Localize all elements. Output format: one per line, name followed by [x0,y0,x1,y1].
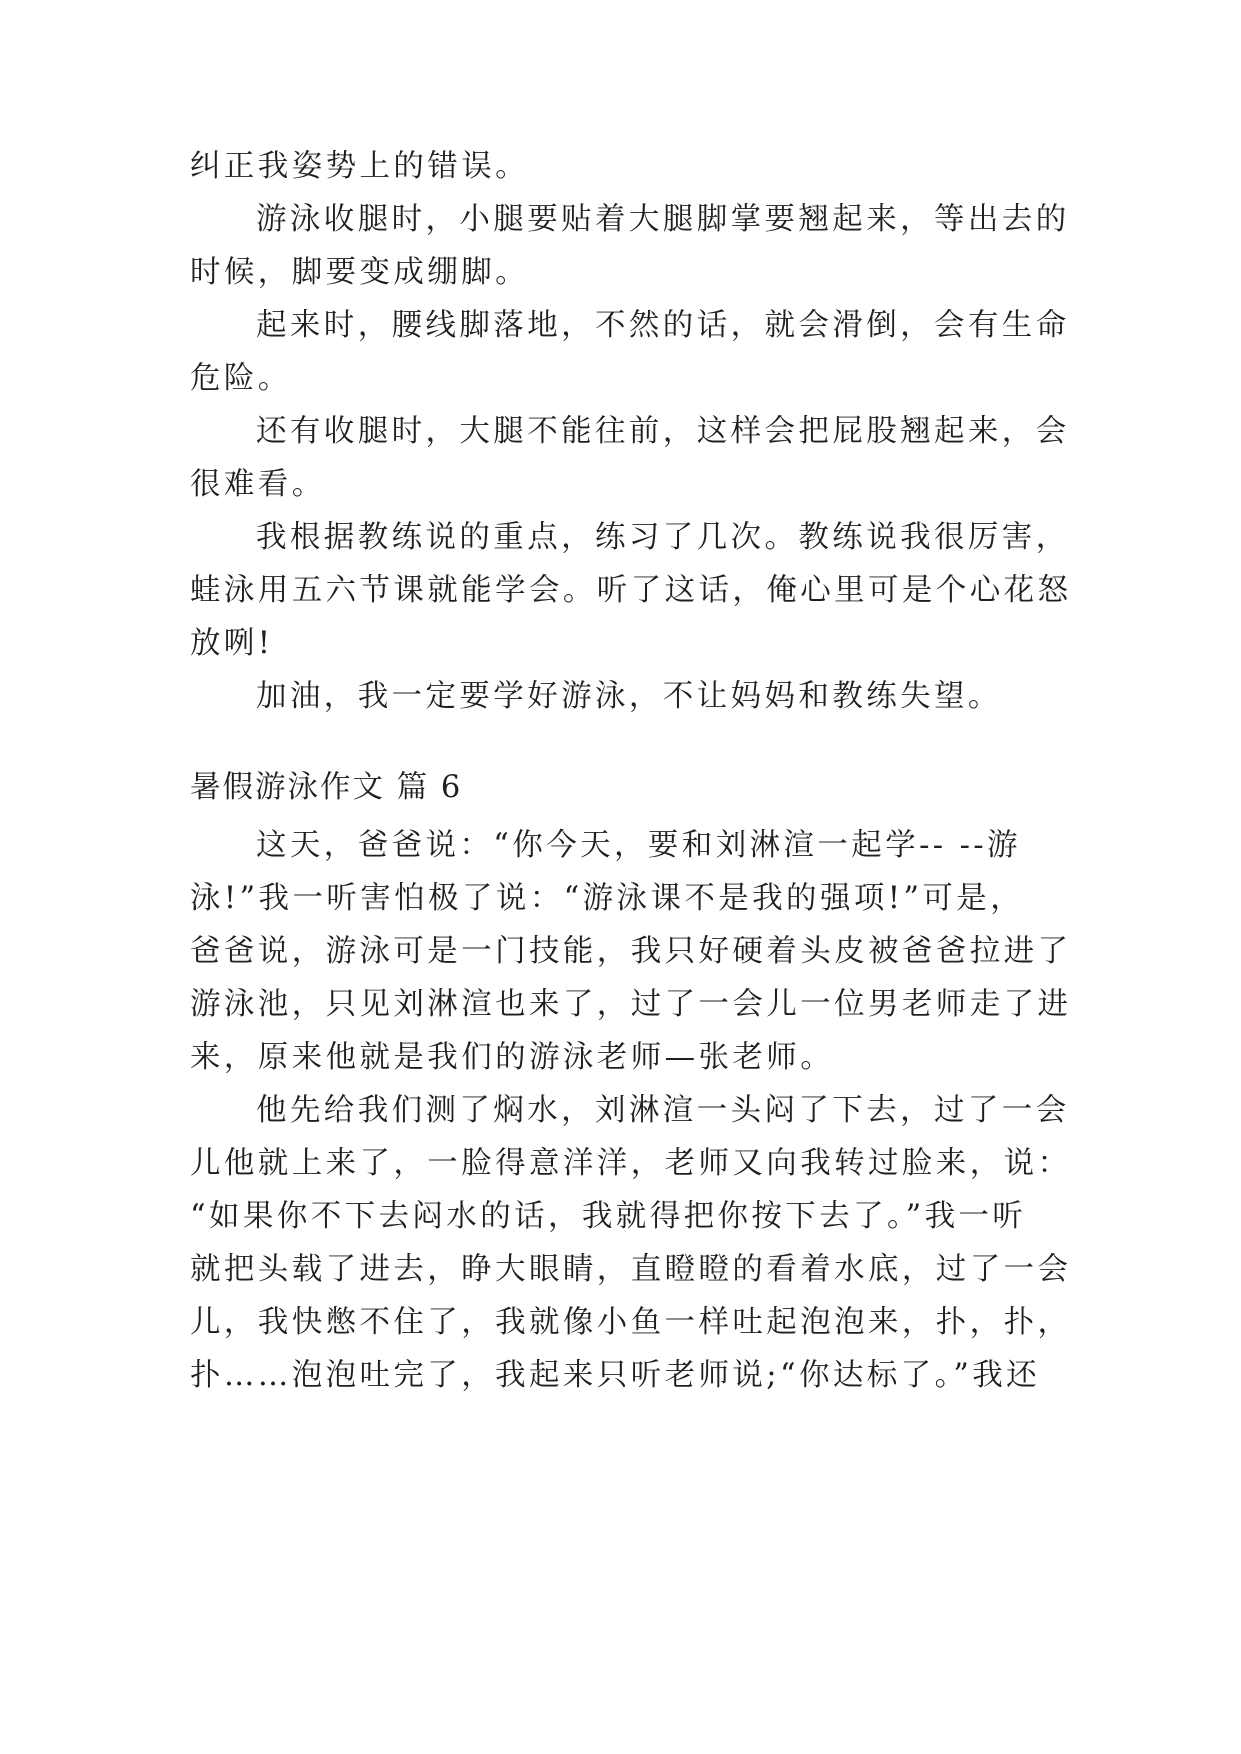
section-title: 暑假游泳作文 篇 6 [190,770,463,805]
text-line: 爸爸说，游泳可是一门技能，我只好硬着头皮被爸爸拉进了 [190,934,1072,969]
text-line: 儿他就上来了，一脸得意洋洋，老师又向我转过脸来，说： [190,1146,1072,1181]
paragraph-start-line: 这天，爸爸说：“你今天，要和刘淋渲一起学-- --游 [256,828,1021,863]
text-line: 放咧! [190,626,274,661]
text-line: 蛙泳用五六节课就能学会。听了这话，俺心里可是个心花怒 [190,573,1072,608]
paragraph-start-line: 还有收腿时，大腿不能往前，这样会把屁股翘起来，会 [256,414,1070,449]
paragraph-start-line: 我根据教练说的重点，练习了几次。教练说我很厉害， [256,520,1070,555]
text-line: 游泳池，只见刘淋渲也来了，过了一会儿一位男老师走了进 [190,987,1072,1022]
paragraph-start-line: 他先给我们测了焖水，刘淋渲一头闷了下去，过了一会 [256,1093,1070,1128]
paragraph-start-line: 游泳收腿时，小腿要贴着大腿脚掌要翘起来，等出去的 [256,202,1070,237]
text-line: “如果你不下去闷水的话，我就得把你按下去了。”我一听 [190,1199,1027,1234]
text-line: 很难看。 [190,467,326,502]
paragraph-start-line: 加油，我一定要学好游泳，不让妈妈和教练失望。 [256,679,1002,714]
text-line: 泳!”我一听害怕极了说：“游泳课不是我的强项!”可是， [190,881,1025,916]
text-line: 危险。 [190,361,292,396]
text-line: 来，原来他就是我们的游泳老师—张老师。 [190,1040,835,1075]
text-line: 就把头载了进去，睁大眼睛，直瞪瞪的看着水底，过了一会 [190,1252,1072,1287]
text-line: 儿，我快憋不住了，我就像小鱼一样吐起泡泡来，扑，扑， [190,1305,1072,1340]
paragraph-start-line: 起来时，腰线脚落地，不然的话，就会滑倒，会有生命 [256,308,1070,343]
text-line: 扑……泡泡吐完了，我起来只听老师说;“你达标了。”我还 [190,1358,1041,1393]
text-line: 纠正我姿势上的错误。 [190,149,529,184]
text-line: 时候，脚要变成绷脚。 [190,255,529,290]
